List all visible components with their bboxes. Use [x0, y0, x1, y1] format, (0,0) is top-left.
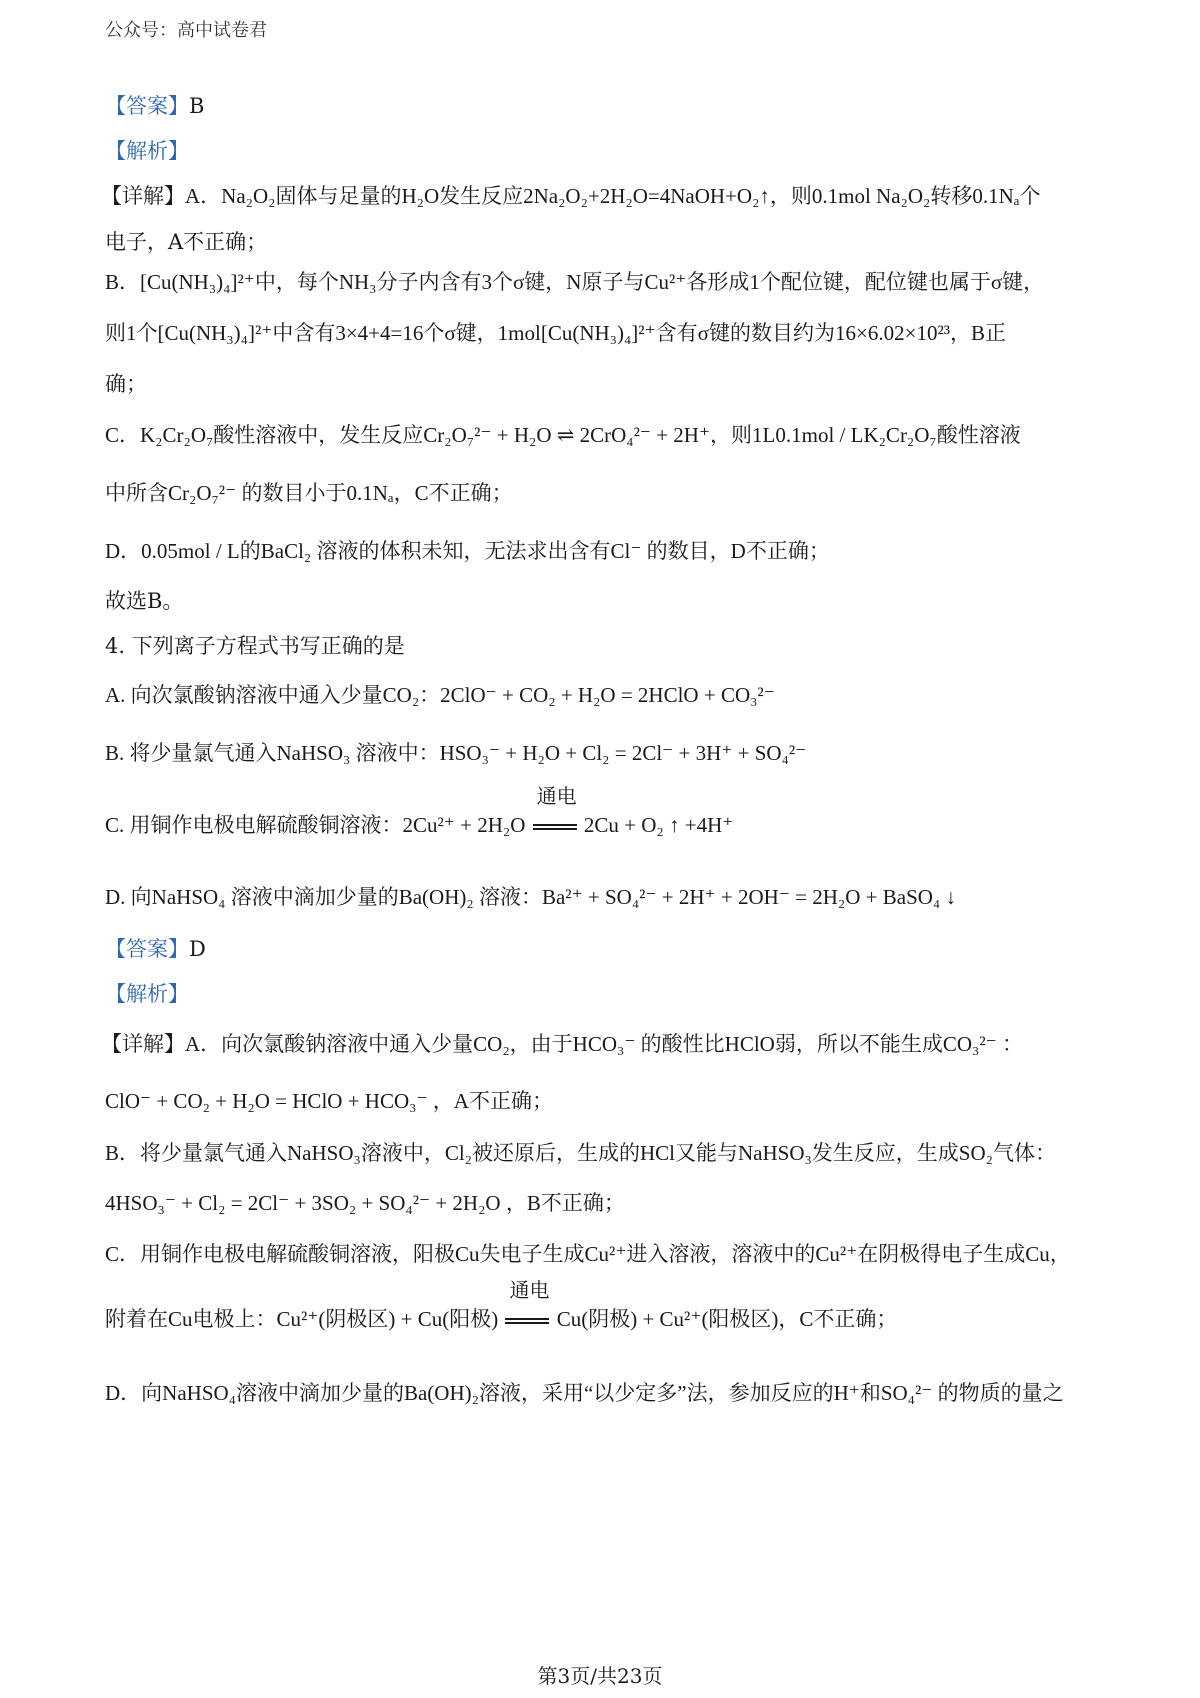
q3-analysis-tag: 【解析】	[105, 139, 189, 163]
q3-detail-B-line3: 确；	[105, 372, 147, 396]
q4-detail-C-line1: C．用铜作电极电解硫酸铜溶液，阳极Cu失电子生成Cu²⁺进入溶液，溶液中的Cu²⁺在阴极得电子生成Cu，	[105, 1242, 1071, 1266]
detail-C-pre: 附着在Cu电极上：Cu²⁺(阴极区) + Cu(阳极)	[105, 1307, 499, 1331]
q4-option-D: D. 向NaHSO₄ 溶液中滴加少量的Ba(OH)₂ 溶液：Ba²⁺ + SO₄²⁻ + 2H⁺ + 2OH⁻ = 2H₂O + BaSO₄ ↓	[105, 885, 956, 909]
page-header: 公众号：高中试卷君	[105, 20, 267, 41]
detail-C-post: Cu(阴极) + Cu²⁺(阳极区)，C不正确；	[556, 1307, 898, 1331]
q4-stem: 4. 下列离子方程式书写正确的是	[105, 634, 405, 658]
detail-tag: 【详解】	[101, 1032, 185, 1056]
q3-detail-B-line2: 则1个[Cu(NH₃)₄]²⁺中含有3×4+4=16个σ键，1mol[Cu(NH₃)₄]²⁺含有σ键的数目约为16×6.02×10²³，B正	[105, 321, 1007, 345]
q4-detail-D-line1: D．向NaHSO₄溶液中滴加少量的Ba(OH)₂溶液，采用“以少定多”法，参加反应的H⁺和SO₄²⁻ 的物质的量之	[105, 1381, 1064, 1405]
arrow-label-text: 通电	[509, 1280, 550, 1302]
q4-option-B: B. 将少量氯气通入NaHSO₃ 溶液中：HSO₃⁻ + H₂O + Cl₂ = 2Cl⁻ + 3H⁺ + SO₄²⁻	[105, 741, 807, 765]
answer-tag: 【答案】	[105, 94, 189, 118]
option-C-rest: 2Cu + O₂ ↑ +4H⁺	[583, 813, 734, 837]
q4-detail-B-line2: 4HSO₃⁻ + Cl₂ = 2Cl⁻ + 3SO₂ + SO₄²⁻ + 2H₂O ，B不正确；	[105, 1191, 625, 1215]
answer-value: B	[189, 94, 205, 118]
arrow-label-text: 通电	[536, 786, 577, 808]
q3-conclusion: 故选B。	[105, 589, 184, 613]
double-line	[505, 1318, 549, 1324]
double-line	[533, 824, 577, 830]
q4-detail-A-line2: ClO⁻ + CO₂ + H₂O = HClO + HCO₃⁻ ，A不正确；	[105, 1089, 553, 1113]
q4-option-C	[105, 786, 734, 838]
q3-detail-D: D．0.05mol / L的BaCl₂ 溶液的体积未知，无法求出含有Cl⁻ 的数目，D不正确；	[105, 539, 830, 563]
q4-analysis-tag: 【解析】	[105, 982, 189, 1006]
q3-detail-C-line2: 中所含Cr₂O₇²⁻ 的数目小于0.1Nₐ，C不正确；	[105, 481, 513, 505]
q4-option-A: A. 向次氯酸钠溶液中通入少量CO₂：2ClO⁻ + CO₂ + H₂O = 2HClO + CO₃²⁻	[105, 683, 775, 707]
page-footer: 第3页/共23页	[537, 1664, 663, 1688]
answer-tag: 【答案】	[105, 937, 189, 961]
detail-A-text: A．向次氯酸钠溶液中通入少量CO₂，由于HCO₃⁻ 的酸性比HClO弱，所以不能生成CO₃²⁻ ：	[185, 1032, 1023, 1056]
electrolysis-arrow	[531, 786, 579, 838]
q4-answer-line	[105, 937, 206, 962]
electrolysis-arrow	[503, 1280, 551, 1332]
q3-detail-A-line2: 电子，A不正确；	[105, 230, 268, 254]
q3-detail-B-line1: B．[Cu(NH₃)₄]²⁺中，每个NH₃分子内含有3个σ键，N原子与Cu²⁺各形成1个配位键，配位键也属于σ键，	[105, 270, 1045, 294]
detail-tag: 【详解】	[101, 184, 185, 208]
q4-detail-A-line1	[101, 1032, 1023, 1057]
answer-value: D	[189, 937, 206, 961]
option-C-text: C. 用铜作电极电解硫酸铜溶液：2Cu²⁺ + 2H₂O	[105, 813, 526, 837]
q3-detail-A-line1	[101, 184, 1041, 209]
q3-detail-C-line1: C．K₂Cr₂O₇酸性溶液中，发生反应Cr₂O₇²⁻ + H₂O ⇌ 2CrO₄²⁻ + 2H⁺，则1L0.1mol / LK₂Cr₂O₇酸性溶液	[105, 423, 1021, 447]
detail-A-text: A．Na₂O₂固体与足量的H₂O发生反应2Na₂O₂+2H₂O=4NaOH+O₂↑，则0.1mol Na₂O₂转移0.1Nₐ个	[185, 184, 1041, 208]
q4-detail-C-line2	[105, 1280, 898, 1332]
q4-detail-B-line1: B．将少量氯气通入NaHSO₃溶液中，Cl₂被还原后，生成的HCl又能与NaHSO₃发生反应，生成SO₂气体：	[105, 1141, 1056, 1165]
q3-answer-line	[105, 94, 204, 119]
